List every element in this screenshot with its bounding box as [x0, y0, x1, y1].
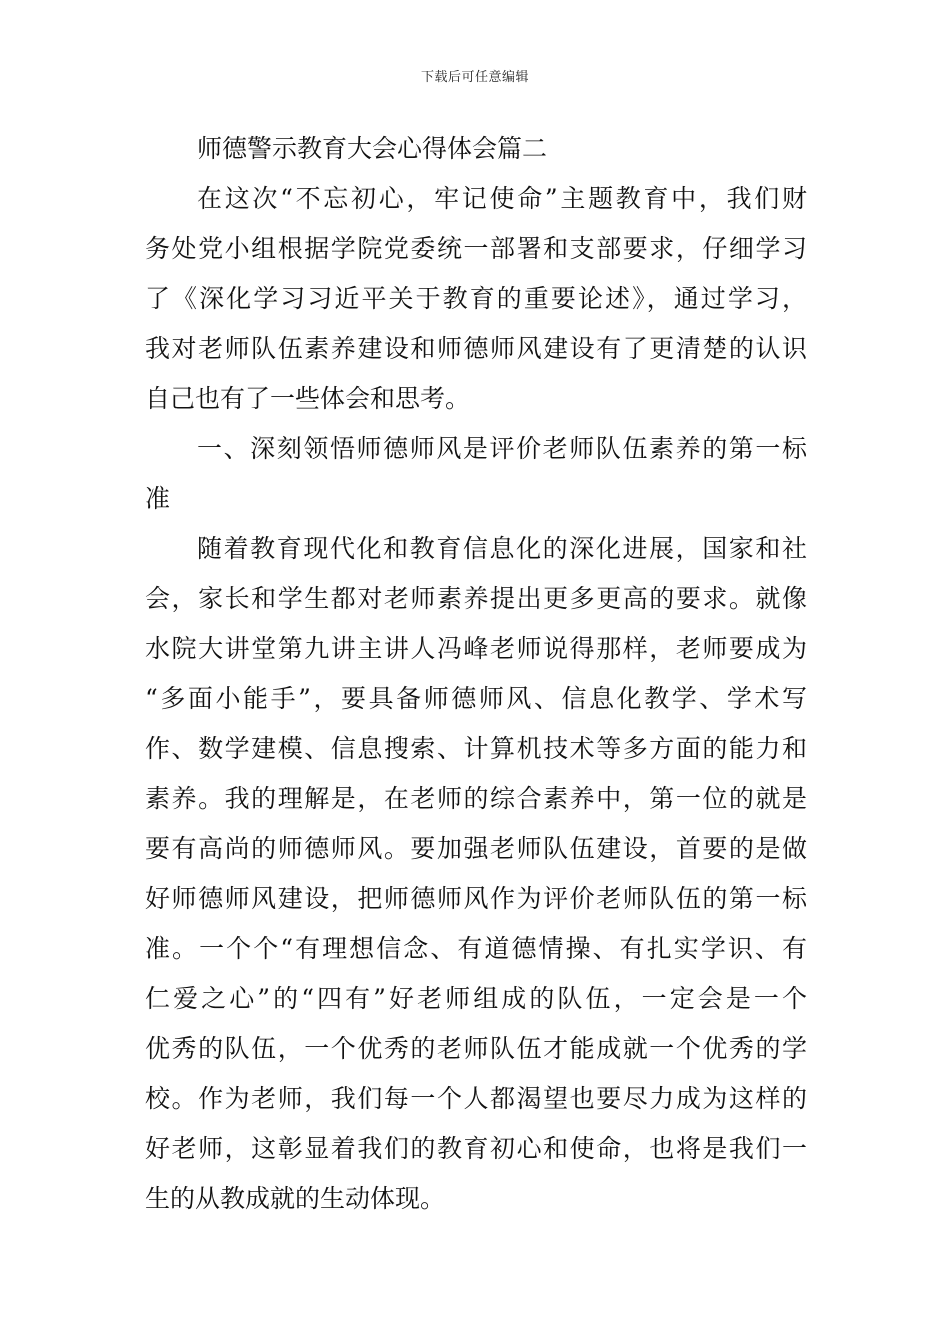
- paragraph-line: 会，家长和学生都对老师素养提出更多更高的要求。就像: [145, 584, 807, 613]
- paragraph-line: 校。作为老师，我们每一个人都渴望也要尽力成为这样的: [145, 1084, 807, 1113]
- paragraph-line: 好老师，这彰显着我们的教育初心和使命，也将是我们一: [145, 1134, 807, 1163]
- paragraph-line: 务处党小组根据学院党委统一部署和支部要求，仔细学习: [145, 234, 807, 263]
- paragraph-line: 准。一个个“有理想信念、有道德情操、有扎实学识、有: [145, 934, 807, 963]
- document-title: 师德警示教育大会心得体会篇二: [197, 134, 548, 163]
- paragraph-line: 仁爱之心”的“四有”好老师组成的队伍，一定会是一个: [145, 984, 807, 1013]
- paragraph-line: 我对老师队伍素养建设和师德师风建设有了更清楚的认识: [145, 334, 807, 363]
- paragraph-line: 要有高尚的师德师风。要加强老师队伍建设，首要的是做: [145, 834, 807, 863]
- paragraph-line: 在这次“不忘初心，牢记使命”主题教育中，我们财: [197, 184, 807, 213]
- paragraph-line: 水院大讲堂第九讲主讲人冯峰老师说得那样，老师要成为: [145, 634, 807, 663]
- paragraph-line: 生的从教成就的生动体现。: [145, 1184, 446, 1213]
- paragraph-1: [145, 174, 807, 424]
- document-body: [145, 124, 807, 1224]
- paragraph-line: 随着教育现代化和教育信息化的深化进展，国家和社: [197, 534, 807, 563]
- page-header: 下载后可任意编辑: [420, 70, 529, 85]
- paragraph-line: 素养。我的理解是，在老师的综合素养中，第一位的就是: [145, 784, 807, 813]
- paragraph-line: 了《深化学习习近平关于教育的重要论述》，通过学习，: [145, 284, 807, 313]
- paragraph-line: “多面小能手”，要具备师德师风、信息化教学、学术写: [145, 684, 807, 713]
- paragraph-line: 自己也有了一些体会和思考。: [145, 384, 471, 413]
- paragraph-line: 优秀的队伍，一个优秀的老师队伍才能成就一个优秀的学: [145, 1034, 807, 1063]
- paragraph-line: 一、深刻领悟师德师风是评价老师队伍素养的第一标: [197, 434, 807, 463]
- paragraph-line: 作、数学建模、信息搜索、计算机技术等多方面的能力和: [145, 734, 807, 763]
- section-heading-1: [145, 424, 807, 524]
- paragraph-line: 准: [145, 484, 171, 513]
- paragraph-2: [145, 524, 807, 1224]
- paragraph-line: 好师德师风建设，把师德师风作为评价老师队伍的第一标: [145, 884, 807, 913]
